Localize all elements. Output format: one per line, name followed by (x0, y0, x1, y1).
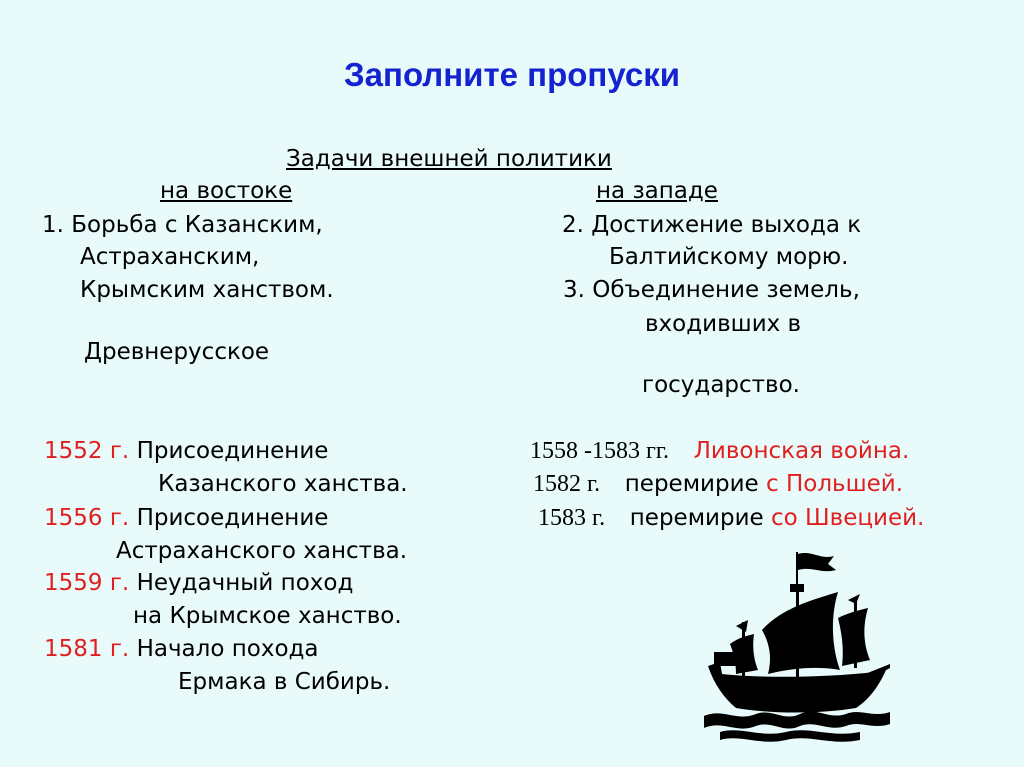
event-text-cont: Астраханского ханства. (116, 538, 408, 564)
event-year: 1552 г. (44, 438, 130, 464)
west-task-line: 3. Объединение земель, (563, 277, 860, 303)
event-text-cont: Ермака в Сибирь. (178, 669, 391, 695)
sailing-ship-icon (700, 548, 892, 748)
event-date: 1558 -1583 гг. (530, 438, 669, 464)
event-red-text: Ливонская война. (693, 438, 910, 464)
east-event (44, 569, 353, 597)
west-label: на западе (596, 178, 718, 204)
event-year: 1559 г. (44, 570, 130, 596)
event-date: 1583 г. (538, 505, 606, 531)
east-label: на востоке (160, 178, 293, 204)
event-text-cont: на Крымское ханство. (133, 603, 402, 629)
west-task-line: Балтийскому морю. (609, 244, 849, 270)
west-task-line: 2. Достижение выхода к (562, 212, 862, 238)
west-task-line: входивших в (645, 311, 802, 337)
event-text: Присоединение (136, 505, 329, 531)
event-text: перемирие (624, 471, 759, 497)
event-text: Неудачный поход (136, 570, 354, 596)
east-event (44, 504, 328, 532)
west-event (533, 470, 903, 498)
event-text-cont: Казанского ханства. (158, 471, 408, 497)
east-event (44, 635, 319, 663)
east-task-line: Крымским ханством. (80, 277, 334, 303)
west-event (538, 504, 924, 532)
event-text: Начало похода (136, 636, 319, 662)
event-date: 1582 г. (533, 471, 601, 497)
slide-title: Заполните пропуски (343, 56, 681, 93)
event-red-text: с Польшей. (766, 471, 904, 497)
section-heading: Задачи внешней политики (286, 146, 612, 172)
west-task-line: государство. (642, 372, 800, 398)
west-event (530, 437, 909, 465)
east-task-line: Древнерусское (84, 339, 270, 365)
event-year: 1556 г. (44, 505, 130, 531)
event-text: Присоединение (136, 438, 329, 464)
east-task-line: 1. Борьба с Казанским, (42, 212, 323, 238)
east-event (44, 437, 328, 465)
event-red-text: со Швецией. (771, 505, 925, 531)
event-text: перемирие (629, 505, 764, 531)
event-year: 1581 г. (44, 636, 130, 662)
east-task-line: Астраханским, (80, 244, 260, 270)
